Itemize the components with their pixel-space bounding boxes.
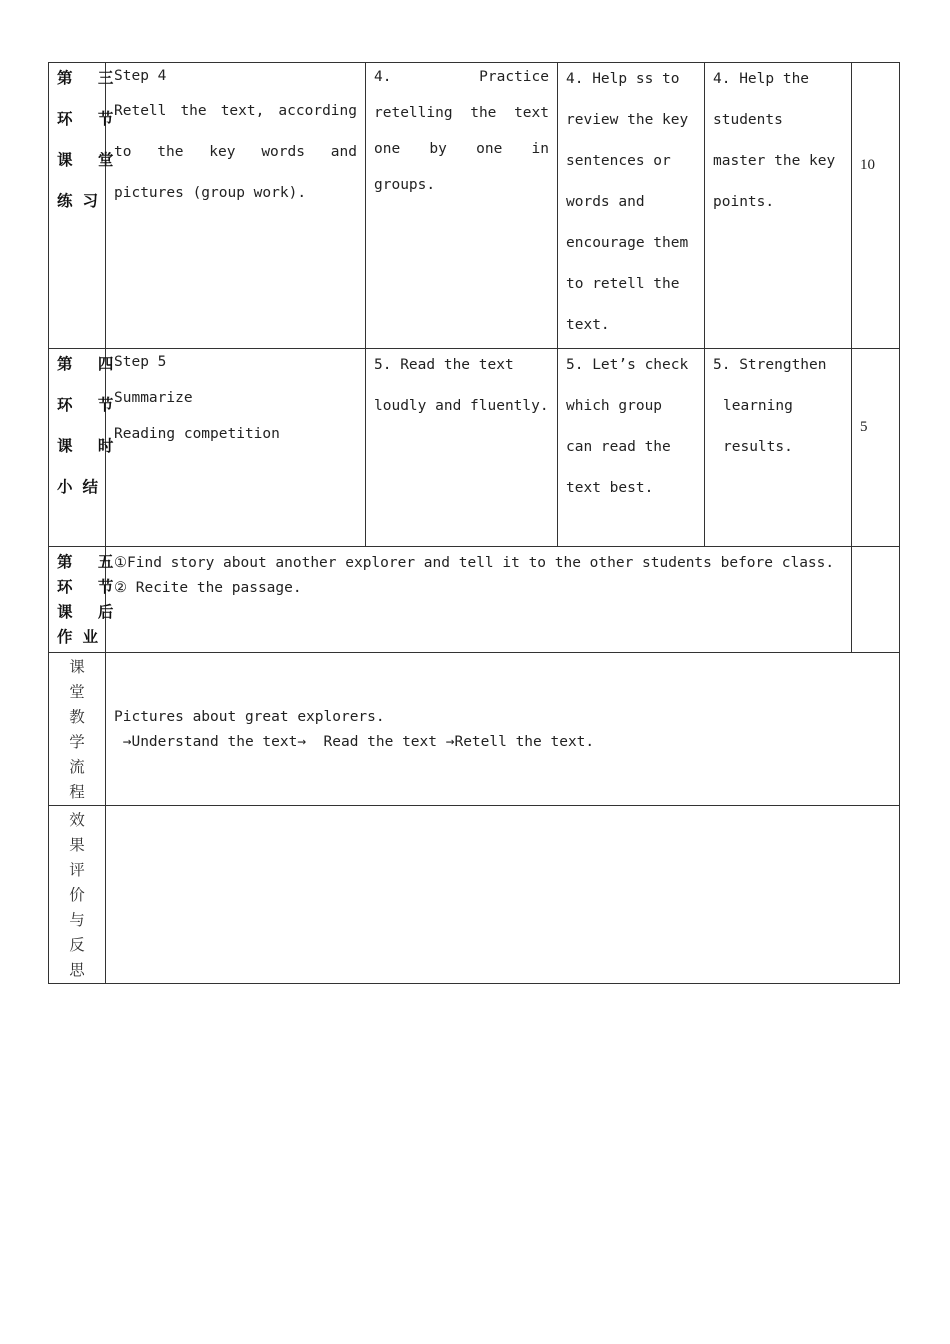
table-row-step5 bbox=[49, 349, 900, 547]
purpose-step5 bbox=[705, 349, 852, 547]
summary-label: Summarize bbox=[114, 390, 193, 406]
student-text: 5. Read the text loudly and fluently. bbox=[374, 357, 549, 414]
section-label-step5: 第 四 环 节 课 时 小结 bbox=[49, 349, 106, 547]
homework-line: ② Recite the passage. bbox=[114, 580, 302, 596]
student-activity-step5 bbox=[366, 349, 558, 547]
teacher-text: 4. Help ss to review the key sentences or words and encourage them to retell the text. bbox=[566, 71, 689, 333]
purpose-text: 4. Help the students master the key points. bbox=[713, 71, 836, 210]
teacher-text: 5. Let’s check which group can read the text best. bbox=[566, 357, 689, 496]
section-label-reflection: 效 果 评 价 与 反 思 bbox=[49, 806, 106, 984]
purpose-line: 5. Strengthen bbox=[713, 357, 827, 373]
teacher-activity-step4 bbox=[558, 63, 705, 349]
minutes-step5: 5 bbox=[852, 349, 900, 547]
minutes-homework bbox=[852, 547, 900, 653]
flow-line: Pictures about great explorers. bbox=[114, 709, 385, 725]
minutes-step4: 10 bbox=[852, 63, 900, 349]
homework-line: ①Find story about another explorer and tell it to the other students before class. bbox=[114, 555, 835, 571]
step-label: Step 4 bbox=[114, 68, 167, 84]
content-cell-step5 bbox=[106, 349, 366, 547]
flow-content bbox=[106, 653, 900, 806]
section-label-flow: 课 堂 教 学 流 程 bbox=[49, 653, 106, 806]
content-cell-step4 bbox=[106, 63, 366, 349]
teacher-activity-step5 bbox=[558, 349, 705, 547]
student-text: 4. Practice retelling the text one by one in groups. bbox=[374, 69, 549, 193]
table-row-flow bbox=[49, 653, 900, 806]
table-row-homework bbox=[49, 547, 900, 653]
purpose-line: results. bbox=[723, 439, 793, 455]
table-row-step4 bbox=[49, 63, 900, 349]
step-label: Step 5 bbox=[114, 354, 167, 370]
flow-line: →Understand the text→ Read the text →Retell the text. bbox=[114, 734, 595, 750]
purpose-line: learning bbox=[723, 398, 793, 414]
section-label-step4: 第 三 环 节 课 堂 练习 bbox=[49, 63, 106, 349]
lesson-plan-table bbox=[48, 62, 900, 984]
section-label-homework: 第 五 环 节 课 后 作业 bbox=[49, 547, 106, 653]
content-text: Reading competition bbox=[114, 426, 280, 442]
homework-content bbox=[106, 547, 852, 653]
table-row-reflection bbox=[49, 806, 900, 984]
purpose-step4 bbox=[705, 63, 852, 349]
content-text: Retell the text, according to the key words and pictures (group work). bbox=[114, 103, 357, 201]
student-activity-step4 bbox=[366, 63, 558, 349]
reflection-content bbox=[106, 806, 900, 984]
